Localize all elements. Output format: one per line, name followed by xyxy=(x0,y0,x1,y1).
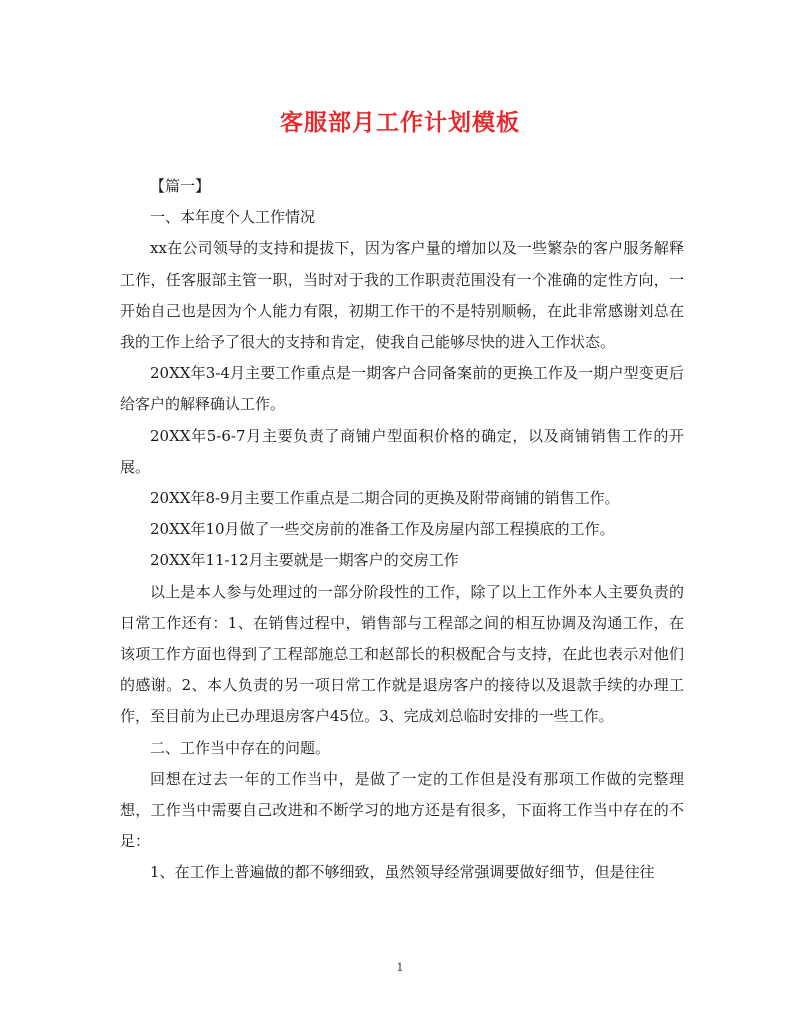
document-body xyxy=(120,171,684,889)
body-paragraph: 以上是本人参与处理过的一部分阶段性的工作，除了以上工作外本人主要负责的日常工作还有：1、在销售过程中，销售部与工程部之间的相互协调及沟通工作，在该项工作方面也得到了工程部施总工和赵部长的积极配合与支持，在此也表示对他们的感谢。2、本人负责的另一项日常工作就是退房客户的接待以及退款手续的办理工作，至目前为止已办理退房客户45位。3、完成刘总临时安排的一些工作。 xyxy=(120,582,684,726)
body-paragraph: 20XX年11-12月主要就是一期客户的交房工作 xyxy=(150,551,459,570)
page-number: 1 xyxy=(396,961,404,974)
document-title: 客服部月工作计划模板 xyxy=(280,110,520,136)
body-paragraph: 回想在过去一年的工作当中，是做了一定的工作但是没有那项工作做的完整理想，工作当中需要自己改进和不断学习的地方还是有很多，下面将工作当中存在的不足： xyxy=(120,769,684,851)
body-paragraph: 20XX年5-6-7月主要负责了商铺户型面积价格的确定，以及商铺销售工作的开展。 xyxy=(120,426,684,476)
body-paragraph: xx在公司领导的支持和提拔下，因为客户量的增加以及一些繁杂的客户服务解释工作，任客服部主管一职，当时对于我的工作职责范围没有一个准确的定性方向，一开始自己也是因为个人能力有限，初期工作干的不是特别顺畅，在此非常感谢刘总在我的工作上给予了很大的支持和肯定，使我自己能够尽快的进入工作状态。 xyxy=(120,239,684,352)
section-marker: 【篇一】 xyxy=(150,177,211,195)
body-paragraph: 20XX年3-4月主要工作重点是一期客户合同备案前的更换工作及一期户型变更后给客户的解释确认工作。 xyxy=(120,364,684,414)
body-paragraph: 20XX年8-9月主要工作重点是二期合同的更换及附带商铺的销售工作。 xyxy=(150,489,620,508)
body-paragraph: 1、在工作上普遍做的都不够细致，虽然领导经常强调要做好细节，但是往往 xyxy=(150,863,655,882)
body-paragraph: 20XX年10月做了一些交房前的准备工作及房屋内部工程摸底的工作。 xyxy=(150,520,615,539)
section-heading: 一、本年度个人工作情况 xyxy=(150,208,316,227)
section-heading: 二、工作当中存在的问题。 xyxy=(150,738,331,757)
